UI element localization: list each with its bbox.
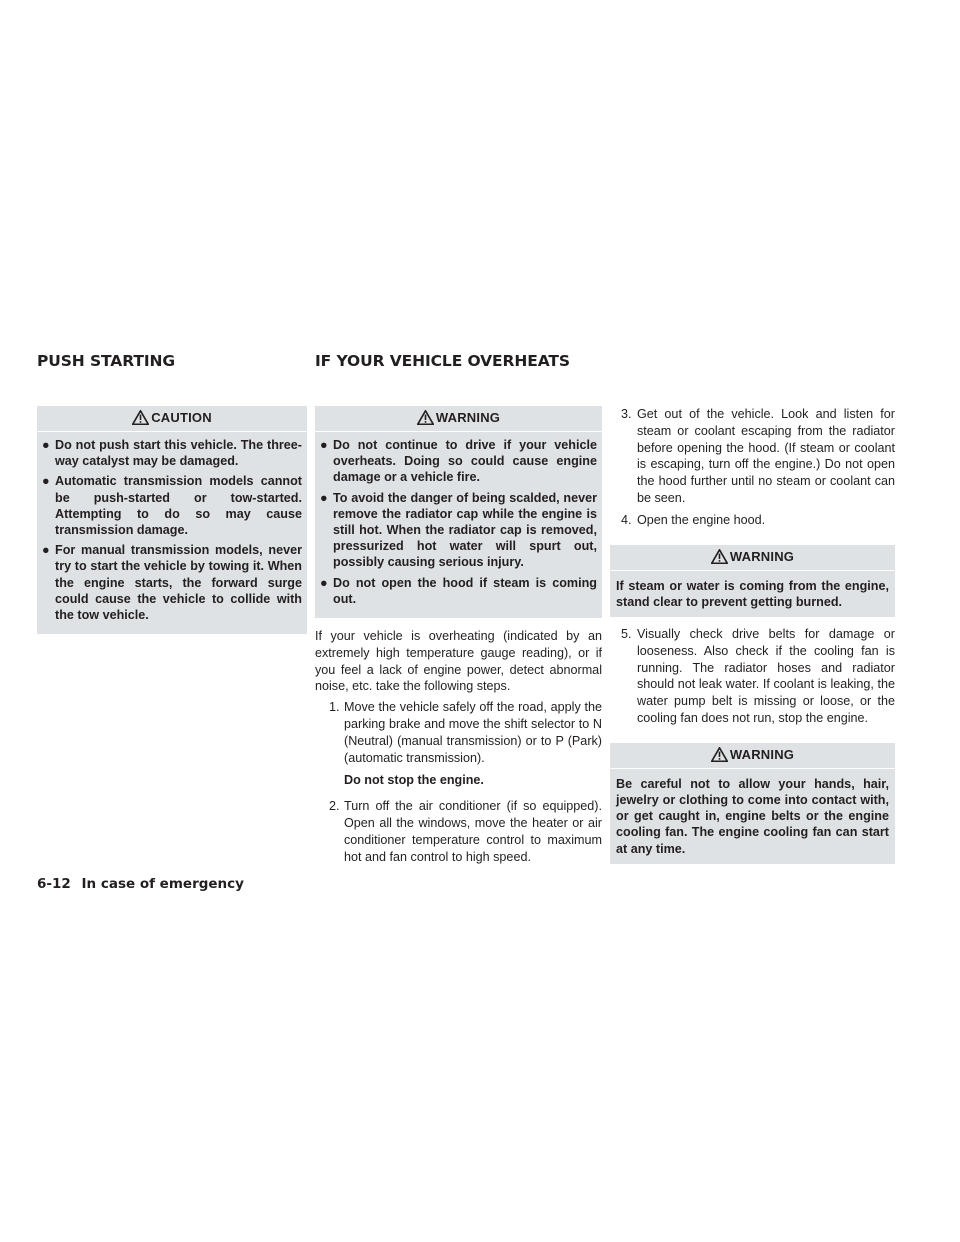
bullet-dot-icon: ● — [320, 438, 328, 452]
warning-box-1 — [315, 406, 602, 618]
bullet-dot-icon: ● — [42, 474, 50, 489]
step-item — [610, 406, 895, 507]
warning-item-text: Do not open the hood if steam is coming out. — [333, 575, 597, 606]
caution-item — [42, 542, 302, 623]
step-number: 1. — [329, 700, 340, 715]
warning-item — [320, 437, 597, 486]
warning-triangle-icon — [132, 410, 149, 425]
caution-item-text: Do not push start this vehicle. The three-way catalyst may be damaged. — [55, 438, 302, 469]
step-note: Do not stop the engine. — [344, 773, 484, 788]
warning-box-2 — [610, 545, 895, 617]
step-item — [610, 626, 895, 727]
column-overheats-2 — [610, 406, 895, 864]
bullet-dot-icon: ● — [320, 490, 328, 505]
caution-item — [42, 473, 302, 538]
caution-item — [42, 437, 302, 469]
warning-text: Be careful not to allow your hands, hair, jewelry or clothing to come into contact with, or get caught in, engine belts or the engine cooling fan. The engine cooling fan can start at any time. — [616, 776, 889, 856]
warning-box-1-header — [315, 406, 602, 432]
warning-triangle-icon — [711, 549, 728, 564]
warning-triangle-icon — [417, 410, 434, 425]
warning-box-2-header — [610, 545, 895, 571]
warning-triangle-icon — [711, 747, 728, 762]
chapter-title: In case of emergency — [81, 876, 244, 892]
warning-box-3-header — [610, 743, 895, 769]
warning-label: WARNING — [729, 747, 795, 763]
step-text: Turn off the air conditioner (if so equipped). Open all the windows, move the heater or air conditioner temperature control to maximum hot and fan control to high speed. — [344, 799, 602, 864]
step-number: 2. — [329, 799, 340, 814]
step-text: Get out of the vehicle. Look and listen for steam or coolant escaping from the radiator before opening the hood. (If steam or coolant is escaping, turn off the engine.) Do not open the hood further until no steam or coolant can be seen. — [637, 407, 895, 505]
step-text: Visually check drive belts for damage or looseness. Also check if the cooling fan is running. The radiator hoses and radiator should not leak water. If coolant is leaking, the water pump belt is missing or loose, or the cooling fan does not run, stop the engine. — [637, 626, 895, 725]
warning-text: If steam or water is coming from the engine, stand clear to prevent getting burned. — [616, 578, 889, 609]
warning-box-3 — [610, 743, 895, 864]
step-item — [610, 512, 895, 529]
intro-paragraph: If your vehicle is overheating (indicated by an extremely high temperature gauge reading), or if you feel a lack of engine power, detect abnormal noise, etc. take the following steps. — [315, 629, 602, 694]
step-item — [315, 798, 602, 865]
page-number: 6-12 — [37, 876, 71, 892]
step-number: 3. — [621, 407, 632, 421]
step-text: Move the vehicle safely off the road, apply the parking brake and move the shift selector to N (Neutral) (manual transmission) or to P (Park) (automatic transmission). — [344, 700, 602, 765]
bullet-dot-icon: ● — [42, 438, 50, 452]
page-footer — [37, 876, 244, 892]
warning-item-text: Do not continue to drive if your vehicle overheats. Doing so could cause engine damage or a vehicle fire. — [333, 438, 597, 485]
warning-item-text: To avoid the danger of being scalded, never remove the radiator cap while the engine is still hot. When the radiator cap is removed, pressurized hot water will spurt out, possibly causing serious injury. — [333, 490, 597, 570]
column-overheats-1 — [315, 406, 602, 870]
caution-item-text: For manual transmission models, never try to start the vehicle by towing it. When the engine starts, the forward surge could cause the vehicle to collide with the tow vehicle. — [55, 543, 302, 623]
column-push-starting — [37, 406, 307, 634]
heading-push-starting: PUSH STARTING — [37, 352, 175, 370]
bullet-dot-icon: ● — [320, 575, 328, 590]
warning-item — [320, 575, 597, 607]
warning-label: WARNING — [435, 410, 501, 426]
caution-box — [37, 406, 307, 634]
caution-box-header — [37, 406, 307, 432]
step-text: Open the engine hood. — [637, 512, 766, 527]
warning-item — [320, 490, 597, 571]
caution-item-text: Automatic transmission models cannot be push-started or tow-started. Attempting to do so may cause transmission damage. — [55, 474, 302, 538]
step-item — [315, 699, 602, 766]
warning-label: WARNING — [729, 548, 795, 564]
heading-overheats: IF YOUR VEHICLE OVERHEATS — [315, 352, 570, 370]
bullet-dot-icon: ● — [42, 543, 50, 558]
step-number: 5. — [621, 626, 632, 641]
step-number: 4. — [621, 512, 632, 527]
caution-label: CAUTION — [151, 410, 212, 426]
